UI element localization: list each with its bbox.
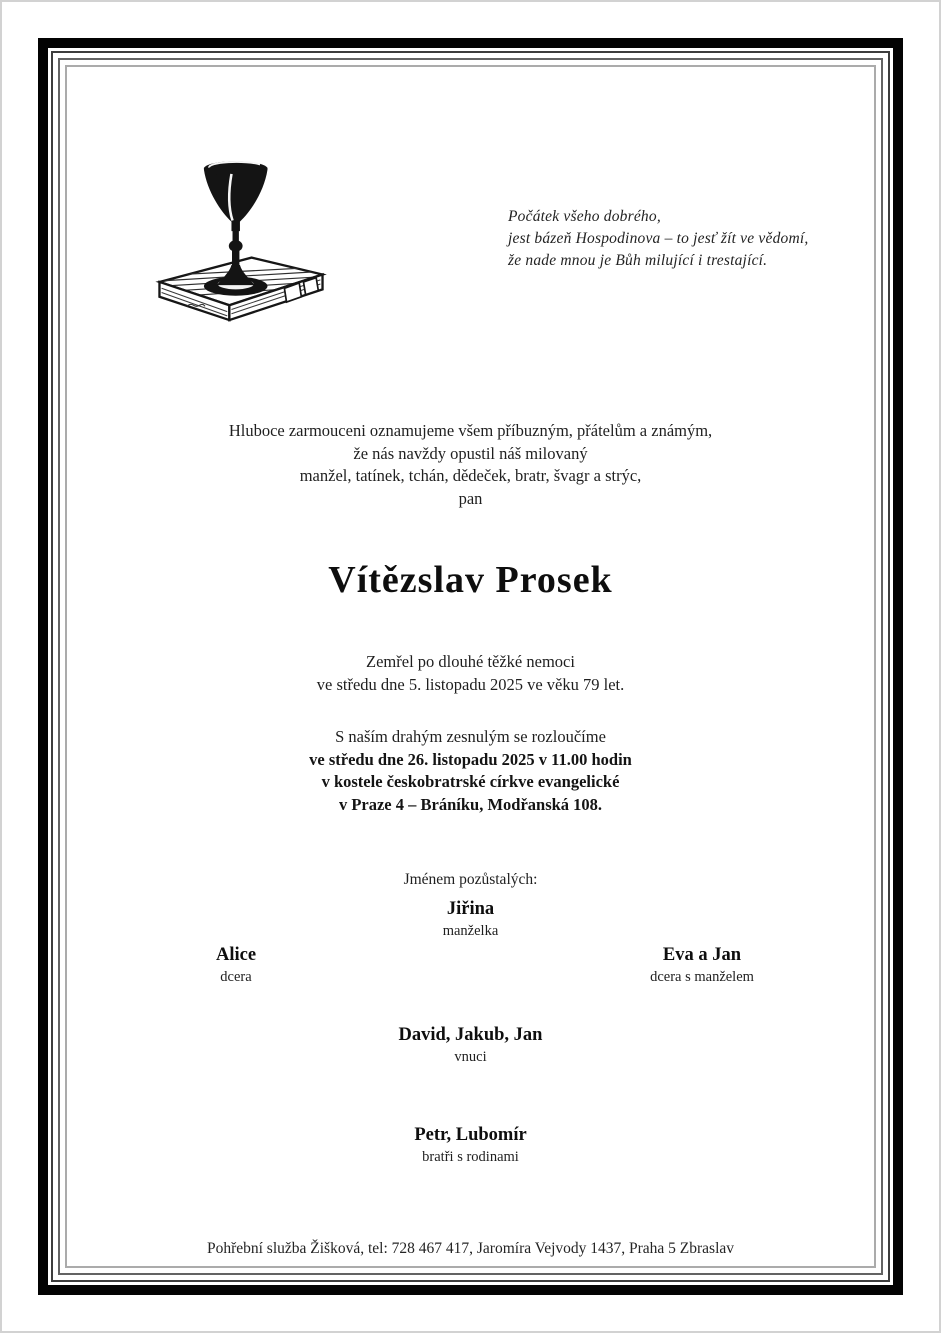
farewell-info <box>67 726 874 817</box>
mourning-border-rule-2 <box>58 58 883 1275</box>
chalice-on-bible-icon <box>151 157 331 337</box>
mourning-border-rule-3 <box>65 65 876 1268</box>
survivor-grandsons-names: David, Jakub, Jan <box>398 1025 543 1045</box>
announcement-text <box>67 420 874 511</box>
farewell-place: v kostele českobratrské církve evangelické <box>321 772 620 792</box>
survivor-brothers-relation: bratři s rodinami <box>422 1149 519 1165</box>
survivor-grandsons-relation: vnuci <box>454 1049 487 1065</box>
announcement-line-1: Hluboce zarmouceni oznamujeme všem příbuzným, přátelům a známým, <box>228 421 713 440</box>
survivor-daughter-with-husband-relation: dcera s manželem <box>650 969 754 985</box>
farewell-date: ve středu dne 26. listopadu 2025 v 11.00 hodin <box>309 749 632 769</box>
survivor-daughter-name: Alice <box>215 945 257 965</box>
survivor-daughter-with-husband <box>650 944 754 986</box>
farewell-address: v Praze 4 – Bráníku, Modřanská 108. <box>338 795 603 815</box>
death-info-line-2: ve středu dne 5. listopadu 2025 ve věku 79 let. <box>316 674 625 694</box>
survivor-daughter <box>216 944 256 986</box>
card-content <box>67 67 874 1266</box>
survivor-wife-relation: manželka <box>442 923 499 939</box>
survivor-wife <box>67 898 874 940</box>
survivor-wife-name: Jiřina <box>446 899 495 919</box>
announcement-line-3: manžel, tatínek, tchán, dědeček, bratr, švagr a strýc, <box>299 466 642 486</box>
announcement-line-2: že nás navždy opustil náš milovaný <box>353 443 588 463</box>
quote-line-2: jest bázeň Hospodinova – to jesť žít ve vědomí, <box>508 229 809 247</box>
death-info <box>67 651 874 696</box>
farewell-intro: S naším drahým zesnulým se rozloučíme <box>335 727 606 746</box>
funeral-service-footer: Pohřební služba Žišková, tel: 728 467 417, Jaromíra Vejvody 1437, Praha 5 Zbraslav <box>206 1240 735 1257</box>
quote-line-1: Počátek všeho dobrého, <box>508 208 661 225</box>
survivor-grandsons <box>67 1024 874 1066</box>
survivor-brothers <box>67 1124 874 1166</box>
quote-line-3: že nade mnou je Bůh milující i trestající. <box>508 251 768 269</box>
survivors-heading: Jménem pozůstalých: <box>403 871 538 888</box>
survivor-daughter-relation: dcera <box>220 969 252 985</box>
death-info-line-1: Zemřel po dlouhé těžké nemoci <box>366 652 575 671</box>
mourning-border-outer <box>38 38 903 1295</box>
announcement-line-4: pan <box>458 489 483 509</box>
survivor-brothers-names: Petr, Lubomír <box>414 1125 527 1145</box>
deceased-name: Vítězslav Prosek <box>328 559 613 601</box>
survivor-daughter-with-husband-name: Eva a Jan <box>662 945 742 965</box>
scripture-quote <box>508 206 808 271</box>
mourning-border-rule-1 <box>51 51 890 1282</box>
